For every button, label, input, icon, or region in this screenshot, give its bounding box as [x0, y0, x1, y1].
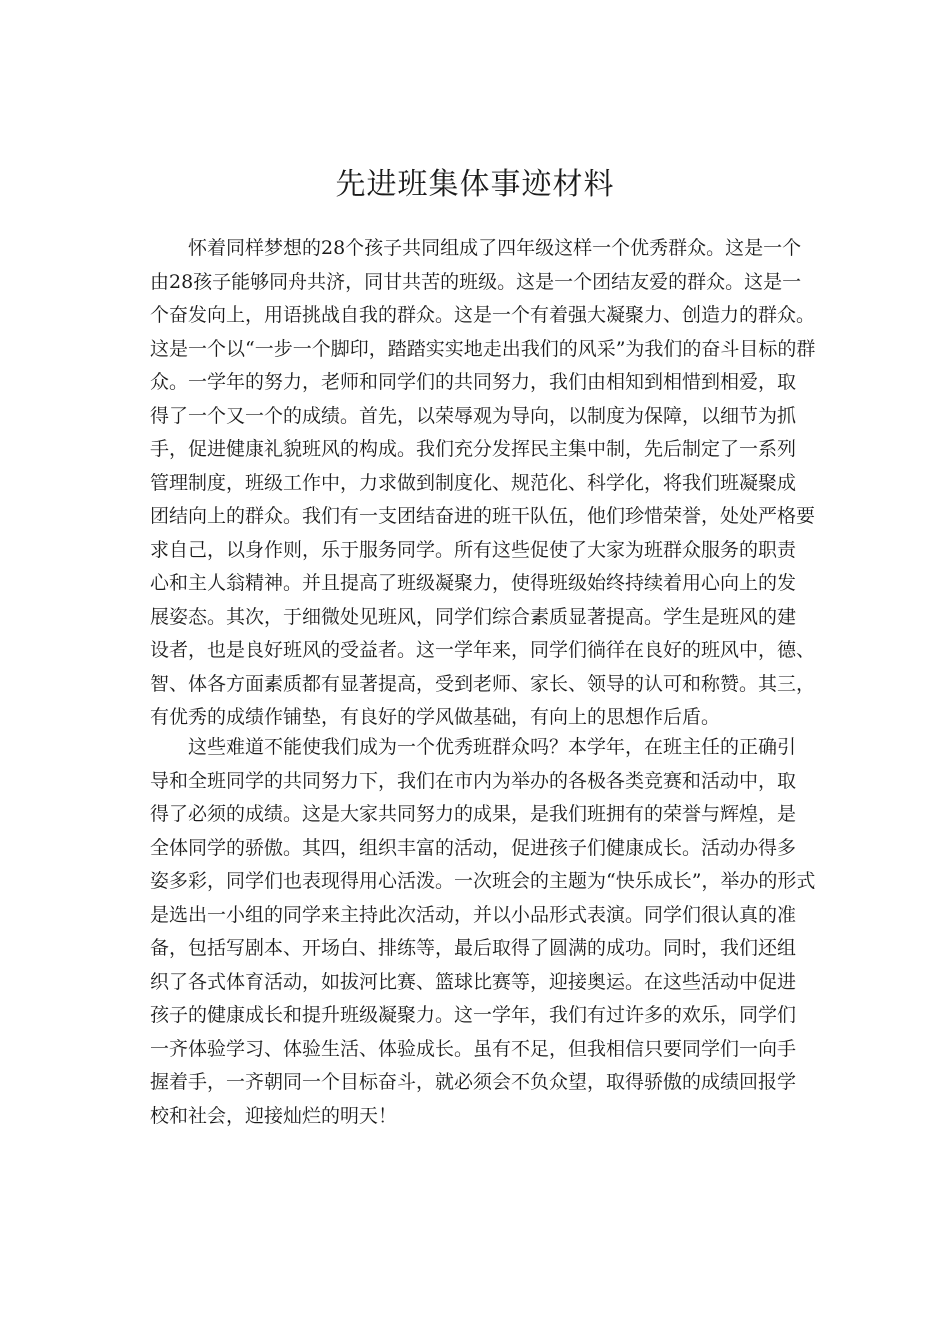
document-title: 先进班集体事迹材料 [335, 167, 615, 202]
paragraph-line: 智、体各方面素质都有显著提高，受到老师、家长、领导的认可和称赞。其三， [150, 672, 816, 695]
paragraph-line: 得了必须的成绩。这是大家共同努力的成果，是我们班拥有的荣誉与辉煌，是 [150, 803, 797, 825]
paragraph-line: 心和主人翁精神。并且提高了班级凝聚力，使得班级始终持续着用心向上的发 [150, 572, 797, 594]
paragraph-line: 握着手，一齐朝同一个目标奋斗，就必须会不负众望，取得骄傲的成绩回报学 [150, 1071, 797, 1093]
paragraph-2 [150, 731, 820, 1133]
paragraph-line: 姿多彩，同学们也表现得用心活泼。一次班会的主题为“快乐成长”，举办的形式 [150, 870, 816, 892]
paragraph-line: 得了一个又一个的成绩。首先，以荣辱观为导向，以制度为保障，以细节为抓 [150, 404, 797, 427]
paragraph-line: 管理制度，班级工作中，力求做到制度化、规范化、科学化，将我们班凝聚成 [150, 471, 797, 494]
paragraph-line: 设者，也是良好班风的受益者。这一学年来，同学们徜徉在良好的班风中，德、 [150, 639, 816, 661]
paragraph-line: 由28孩子能够同舟共济，同甘共苦的班级。这是一个团结友爱的群众。这是一 [150, 270, 802, 293]
paragraph-line: 一齐体验学习、体验生活、体验成长。虽有不足，但我相信只要同学们一向手 [150, 1037, 797, 1060]
paragraph-line: 是选出一小组的同学来主持此次活动，并以小品形式表演。同学们很认真的准 [150, 903, 797, 926]
paragraph-line: 这是一个以“一步一个脚印，踏踏实实地走出我们的风采”为我们的奋斗目标的群 [150, 337, 816, 360]
paragraph-line: 这些难道不能使我们成为一个优秀班群众吗？本学年，在班主任的正确引 [188, 736, 797, 758]
paragraph-1 [150, 232, 820, 735]
paragraph-line: 展姿态。其次，于细微处见班风，同学们综合素质显著提高。学生是班风的建 [150, 605, 797, 628]
paragraph-line: 校和社会，迎接灿烂的明天！ [150, 1104, 398, 1127]
paragraph-line: 众。一学年的努力，老师和同学们的共同努力，我们由相知到相惜到相爱，取 [150, 371, 797, 393]
paragraph-line: 备，包括写剧本、开场白、排练等，最后取得了圆满的成功。同时，我们还组 [150, 937, 797, 959]
paragraph-line: 有优秀的成绩作铺垫，有良好的学风做基础，有向上的思想作后盾。 [150, 706, 721, 728]
paragraph-line: 个奋发向上，用语挑战自我的群众。这是一个有着强大凝聚力、创造力的群众。 [150, 304, 816, 326]
paragraph-line: 手，促进健康礼貌班风的构成。我们充分发挥民主集中制，先后制定了一系列 [150, 438, 797, 460]
paragraph-line: 团结向上的群众。我们有一支团结奋进的班干队伍，他们珍惜荣誉，处处严格要 [150, 505, 816, 527]
paragraph-line: 导和全班同学的共同努力下，我们在市内为举办的各极各类竞赛和活动中，取 [150, 769, 797, 792]
paragraph-line: 怀着同样梦想的28个孩子共同组成了四年级这样一个优秀群众。这是一个 [188, 237, 802, 259]
paragraph-line: 孩子的健康成长和提升班级凝聚力。这一学年，我们有过许多的欢乐，同学们 [150, 1004, 797, 1026]
paragraph-line: 全体同学的骄傲。其四，组织丰富的活动，促进孩子们健康成长。活动办得多 [150, 836, 797, 859]
paragraph-line: 织了各式体育活动，如拔河比赛、篮球比赛等，迎接奥运。在这些活动中促进 [150, 970, 797, 993]
paragraph-line: 求自己，以身作则，乐于服务同学。所有这些促使了大家为班群众服务的职责 [150, 538, 797, 561]
